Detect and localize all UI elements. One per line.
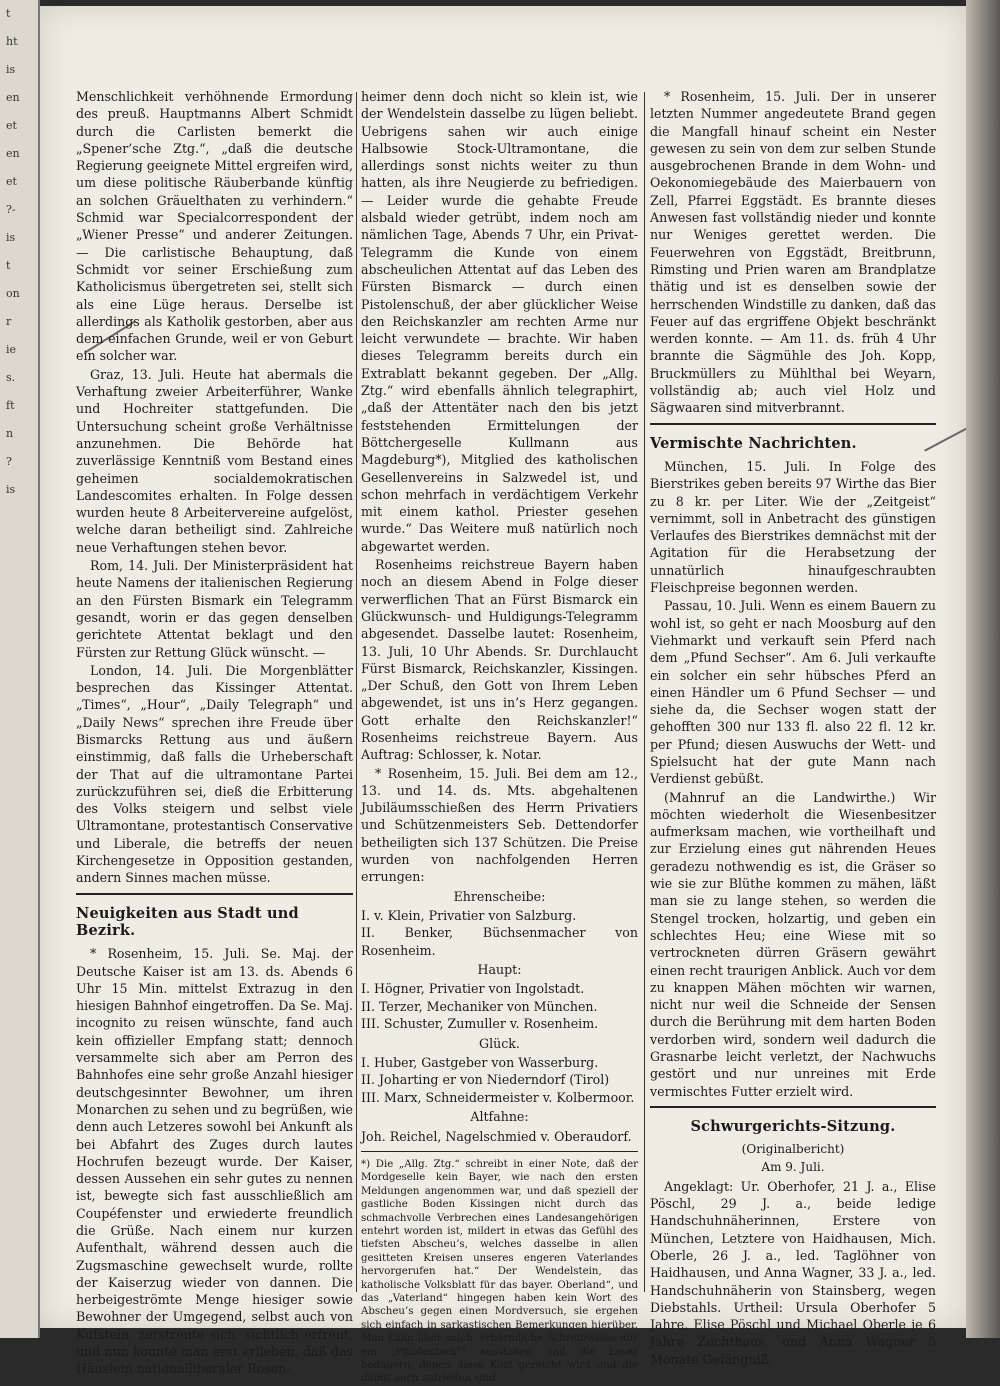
article-graz: Graz, 13. Juli. Heute hat abermals die Verhaftung zweier Arbeiterführer, Wanke und Hochreiter stattgefunden. Die Untersuchung scheint große Verhältnisse anzunehmen. Die Behörde hat zuverlässige Kenntniß vom Bestand eines geheimen socialdemokratischen Landescomites erhalten. In Folge dessen wurden heute 8 Arbeitervereine aufgelöst, welche daran betheiligt sind. Zahlreiche neue Verhaftungen stehen bevor. [76, 366, 353, 555]
article-passau: Passau, 10. Juli. Wenn es einem Bauern zu wohl ist, so geht er nach Moosburg auf den Viehmarkt und verkauft sein Pferd nach dem „Pfund Sechser“. Am 6. Juli verkaufte ein solcher ein sehr hübsches Pferd an einen Händler um 6 Pfund Sechser — und siehe da, die Sechser wogen statt der gehofften 300 nur 133 fl. also 22 fl. 12 kr. per Pfund; diesen Auswuchs der Wett- und Spielsucht hat der gute Mann nach Verdienst gebüßt. [650, 598, 936, 787]
original-report-note: (Originalbericht) [741, 1142, 845, 1157]
prize-heading: Haupt: [477, 962, 522, 978]
column-rule [644, 92, 645, 1292]
fragment: t [6, 259, 11, 272]
fragment: t [6, 7, 11, 20]
footnote-rule [361, 1151, 638, 1152]
fragment: ht [6, 35, 18, 48]
prize-heading: Glück. [479, 1035, 520, 1051]
footnote: *) Die „Allg. Ztg.“ schreibt in einer Note, daß der Mordgeselle kein Bayer, wie nach den ersten Meldungen angenommen war, und daß speziell der gastliche Boden Kissingen nicht durch das schmachvolle Verbrechen eines Landesangehörigen entehrt worden ist, mildert in etwas das Gefühl des tiefsten Abscheu’s, welches dasselbe in allen gesitteten Kreisen unseres engeren Vaterlandes hervorgerufen hat.“ Der Wendelstein, das katholische Volksblatt für das bayer. Oberland“, und das „Vaterland“ hingegen haben kein Wort des Abscheu’s gegen einen Mordversuch, sie ergehen sich einfach in sarkastischen Bemerkungen hierüber. Man kann über solch’ erbärmliche Schreibweise nur ein „Pfuideutsch!“ ausstoßen und die Leser bedauern, denen diese Kost gereicht wird und die damit auch zufrieden sind. [361, 1158, 638, 1385]
column-3 [650, 88, 936, 1367]
article-rosenheim-kaiser: * Rosenheim, 15. Juli. Se. Maj. der Deutsche Kaiser ist am 13. ds. Abends 6 Uhr 15 Min. mittelst Extrazug in den hiesigen Bahnhof eingetroffen. Da Se. Maj. incognito zu reisen wünschte, fand auch kein offizieller Empfang statt; dennoch versammelte sich aber am Perron des Bahnhofes eine sehr große Anzahl hiesiger deutschgesinnter Bewohner, um ihren Monarchen zu sehen und zu begrüßen, wie denn auch Letzeres sowohl bei Ankunft als bei Abfahrt des Zuges durch lautes Hochrufen bezeugt wurde. Der Kaiser, dessen Aussehen ein sehr gutes zu nennen ist, bewegte sich fast ausschließlich am Coupéfenster und erwiederte freundlich die Grüße. Nach einem nur kurzen Aufenthalt, während dessen auch die Zugsmaschine gewechselt wurde, rollte der Kaiserzug wieder von dannen. Die herbeigeströmte Menge hiesiger sowie Bewohner der Umgegend, selbst auch von Kufstein, zerstreute sich, sichtlich erfreut, und nun konnte man erst erlieben, daß das Häuslein nationalliberaler Rosen- [76, 946, 353, 1377]
article-intro: Menschlichkeit verhöhnende Ermordung des preuß. Hauptmanns Albert Schmidt durch die Carlisten bemerkt die „Spener’sche Ztg.“, „daß die deutsche Regierung geeignete Mittel ergreifen wird, um diese politische Räuberbande künftig an solchen Gräuelthaten zu verhindern.“ Schmid war Specialcorrespondent der „Wiener Presse“ und anderer Zeitungen. — Die carlistische Behauptung, daß Schmidt vor seiner Erschießung zum Katholicismus übergetreten sei, stellt sich als eine Lüge heraus. Derselbe ist allerdings als Katholik gestorben, aber aus dem einfachen Grunde, weil er von Geburt ein solcher war. [76, 89, 353, 364]
section-rule [76, 893, 353, 895]
article-angeklagt: Angeklagt: Ur. Oberhofer, 21 J. a., Elise Pöschl, 29 J. a., beide ledige Handschuhnäherinnen, Erstere von München, Letztere von Haidhausen, Mich. Oberle, 26 J. a., led. Taglöhner von Haidhausen, und Anna Wagner, 33 J. a., led. Handschuhnäherin von Stainsberg, wegen Diebstahls. Urtheil: Ursula Oberhofer 5 Jahre, Elise Pöschl und Michael Oberle je 6 Jahre Zuchthaus, und Anna Wagner 5 Monate Gefängniß. [650, 1178, 936, 1367]
fragment: ?- [6, 203, 16, 216]
prize-entry: II. Joharting er von Niederndorf (Tirol) [361, 1072, 610, 1088]
prize-entry: I. Huber, Gastgeber von Wasserburg. [361, 1054, 599, 1070]
prize-entry: II. Terzer, Mechaniker von München. [361, 998, 598, 1014]
previous-page-edge [0, 0, 40, 1338]
fragment: ie [6, 343, 17, 356]
session-date: Am 9. Juli. [761, 1159, 825, 1174]
article-jubilaeumsschiessen: * Rosenheim, 15. Juli. Bei dem am 12., 13. und 14. ds. Mts. abgehaltenen Jubiläumsschießen des Herrn Privatiers und Schützenmeisters Seb. Dettendorfer betheiligten sich 137 Schützen. Die Preise wurden von nachfolgenden Herren errungen: [361, 765, 638, 885]
fragment: ft [6, 399, 15, 412]
section-heading-schwurgericht: Schwurgerichts-Sitzung. [690, 1117, 896, 1135]
prize-entry: I. v. Klein, Privatier von Salzburg. [361, 907, 577, 923]
article-muenchen: München, 15. Juli. In Folge des Bierstrikes geben bereits 97 Wirthe das Bier zu 8 kr. per Liter. Wie der „Zeitgeist“ vernimmt, soll in Anbetracht des günstigen Verlaufes des Bierstrikes demnächst mit der Agitation für die Herabsetzung der unnatürlich hinaufgeschraubten Fleischpreise begonnen werden. [650, 458, 936, 596]
section-heading-vermischte: Vermischte Nachrichten. [650, 434, 857, 452]
fragment: r [6, 315, 12, 328]
article-rom: Rom, 14. Juli. Der Ministerpräsident hat heute Namens der italienischen Regierung an den Fürsten Bismark ein Telegramm gesandt, worin er das gegen denselben gerichtete Attentat beklagt und den Fürsten zur Rettung Glück wünscht. — [76, 558, 353, 660]
fragment: is [6, 483, 16, 496]
column-2 [361, 88, 638, 1385]
prize-entry: I. Högner, Privatier von Ingolstadt. [361, 981, 585, 997]
article-brand: * Rosenheim, 15. Juli. Der in unserer letzten Nummer angedeutete Brand gegen die Mangfall hinauf scheint ein Nester gewesen zu sein von dem zur selben Stunde ausgebrochenen Brande in dem Wohn- und Oekonomiegebäude des Maierbauern von Zell, Pfarrei Eggstädt. Es brannte dieses Anwesen fast vollständig nieder und konnte nur Weniges gerettet werden. Die Feuerwehren von Eggstädt, Breitbrunn, Rimsting und Prien waren am Brandplatze thätig und ist es denselben sowie der herrschenden Windstille zu danken, daß das Feuer auf das ergriffene Objekt beschränkt werden konnte. — Am 11. ds. früh 4 Uhr brannte die Sägmühle des Joh. Kopp, Bruckmüllers zu Mühlthal bei Weyarn, vollständig ab; auch viel Holz und Sägwaaren sind mitverbrannt. [650, 89, 936, 416]
newspaper-page [40, 6, 966, 1385]
article-continued: heimer denn doch nicht so klein ist, wie der Wendelstein dasselbe zu lügen beliebt. Uebrigens sahen wir auch einige Halbsowie Stock-Ultramontane, die allerdings sonst nichts weiter zu thun hatten, als ihre Neugierde zu befriedigen. — Leider wurde die gehabte Freude alsbald wieder getrübt, indem noch am nämlichen Tage, Abends 7 Uhr, ein Privat-Telegramm die Kunde von einem abscheulichen Attentat auf das Leben des Fürsten Bismarck — durch einen Pistolenschuß, der aber glücklicher Weise den Reichskanzler am rechten Arme nur leicht verwundete — brachte. Wir haben dieses Telegramm bereits durch ein Extrablatt bekannt gegeben. Der „Allg. Ztg.“ wird ebenfalls ähnlich telegraphirt, „daß der Attentäter nach den bis jetzt feststehenden Ermittelungen der Böttchergeselle Kullmann aus Magdeburg*), Mitglied des katholischen Gesellenvereins in Salzwedel ist, und schon mehrfach in verdächtigem Verkehr mit einem kathol. Priester gesehen wurde.“ Das Weitere muß natürlich noch abgewartet werden. [361, 89, 638, 554]
fragment: et [6, 175, 17, 188]
prize-heading: Ehrenscheibe: [453, 888, 546, 904]
prize-heading: Altfahne: [470, 1109, 529, 1125]
prize-entry: III. Marx, Schneidermeister v. Kolbermoor. [361, 1089, 635, 1105]
column-1 [76, 88, 353, 1377]
fragment: is [6, 231, 16, 244]
fragment: en [6, 91, 20, 104]
fragment: et [6, 119, 17, 132]
fragment: n [6, 427, 14, 440]
book-edge [966, 0, 1000, 1338]
fragment: is [6, 63, 16, 76]
article-london: London, 14. Juli. Die Morgenblätter besprechen das Kissinger Attentat. „Times“, „Hour“, „Daily Telegraph“ und „Daily News“ sprechen ihre Freude über Bismarcks Rettung aus und äußern einstimmig, daß falls die Urheberschaft der That auf die ultramontane Partei zurückzuführen sei, dieß die Erbitterung des Volks steigern und selbst viele Ultramontane, protestantisch Conservative und Liberale, die betreffs der neuen Kirchengesetze in Opposition gestanden, andern Sinnes machen müsse. [76, 662, 353, 886]
prize-entry: II. Benker, Büchsenmacher von Rosenheim. [361, 925, 638, 958]
fragment: on [6, 287, 20, 300]
article-mahnruf: (Mahnruf an die Landwirthe.) Wir möchten wiederholt die Wiesenbesitzer aufmerksam machen, wie vortheilhaft und zur Erzielung eines gut nährenden Heues geradezu nothwendig es ist, die Gräser so wie sie zur Blüthe kommen zu mähen, läßt man sie zu lange stehen, so werden die Stengel trocken, holzartig, und geben ein schlechtes Heu; eine Wiese mit so vertrockneten dürren Gräsern gewährt einen recht traurigen Anblick. Auch vor dem zu knappen Mähen möchten wir warnen, nicht nur weil die Schneide der Sensen durch die Berührung mit dem harten Boden verdorben wird, sondern weil dadurch die Grasnarbe leicht verletzt, der Nachwuchs gestört und nur unreines mit Erde vermischtes Futter erzielt wird. [650, 789, 936, 1099]
prize-entry: Joh. Reichel, Nagelschmied v. Oberaudorf. [361, 1128, 632, 1144]
fragment: s. [6, 371, 16, 384]
prize-entry: III. Schuster, Zumuller v. Rosenheim. [361, 1016, 599, 1032]
column-rule [356, 92, 357, 1292]
fragment: en [6, 147, 20, 160]
fragment: ? [6, 455, 12, 468]
section-heading-news: Neuigkeiten aus Stadt und Bezirk. [76, 904, 299, 939]
article-reichstreue: Rosenheims reichstreue Bayern haben noch an diesem Abend in Folge dieser verwerflichen That an Fürst Bismarck ein Glückwunsch- und Huldigungs-Telegramm abgesendet. Dasselbe lautet: Rosenheim, 13. Juli, 10 Uhr Abends. Sr. Durchlaucht Fürst Bismarck, Reichskanzler, Kissingen. „Der Schuß, den Gott von Ihrem Leben abgewendet, ist uns in’s Herz gegangen. Gott erhalte den Reichskanzler!“ Rosenheims reichstreue Bayern. Aus Auftrag: Schlosser, k. Notar. [361, 557, 638, 763]
section-rule [650, 423, 936, 425]
section-rule [650, 1106, 936, 1108]
